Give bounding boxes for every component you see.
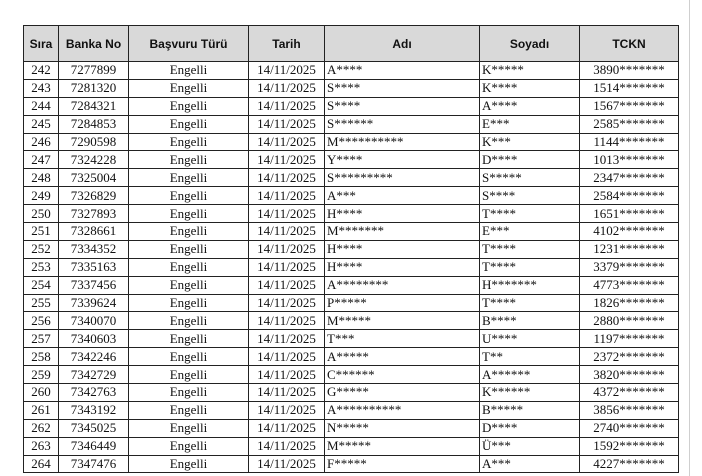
cell-basvuru-turu: Engelli: [129, 240, 249, 258]
cell-adi: F*****: [325, 455, 480, 473]
cell-soyadi: T**: [480, 348, 580, 366]
cell-tckn: 1651*******: [580, 205, 679, 223]
cell-banka-no: 7342729: [59, 366, 129, 384]
cell-tarih: 14/11/2025: [249, 330, 325, 348]
cell-adi: A***: [325, 187, 480, 205]
cell-basvuru-turu: Engelli: [129, 437, 249, 455]
cell-adi: M*****: [325, 312, 480, 330]
cell-basvuru-turu: Engelli: [129, 366, 249, 384]
cell-tarih: 14/11/2025: [249, 312, 325, 330]
cell-basvuru-turu: Engelli: [129, 348, 249, 366]
cell-tckn: 1592*******: [580, 437, 679, 455]
cell-adi: M**********: [325, 133, 480, 151]
table-row: [24, 115, 679, 133]
cell-tckn: 2347*******: [580, 169, 679, 187]
table-row: [24, 455, 679, 473]
cell-basvuru-turu: Engelli: [129, 205, 249, 223]
cell-soyadi: T****: [480, 205, 580, 223]
table-row: [24, 151, 679, 169]
header-soyadi: Soyadı: [480, 26, 580, 62]
cell-sira: 257: [24, 330, 59, 348]
cell-sira: 253: [24, 258, 59, 276]
cell-sira: 245: [24, 115, 59, 133]
table-row: [24, 62, 679, 80]
cell-tarih: 14/11/2025: [249, 401, 325, 419]
table-row: [24, 348, 679, 366]
cell-adi: S****: [325, 79, 480, 97]
cell-basvuru-turu: Engelli: [129, 62, 249, 80]
cell-tckn: 3820*******: [580, 366, 679, 384]
cell-tckn: 1013*******: [580, 151, 679, 169]
cell-soyadi: H*******: [480, 276, 580, 294]
table-body: [24, 62, 679, 473]
cell-adi: C******: [325, 366, 480, 384]
cell-banka-no: 7328661: [59, 223, 129, 241]
cell-sira: 262: [24, 419, 59, 437]
cell-banka-no: 7284321: [59, 97, 129, 115]
table-row: [24, 419, 679, 437]
cell-tarih: 14/11/2025: [249, 258, 325, 276]
cell-soyadi: S*****: [480, 169, 580, 187]
cell-basvuru-turu: Engelli: [129, 223, 249, 241]
cell-tckn: 2584*******: [580, 187, 679, 205]
cell-tarih: 14/11/2025: [249, 437, 325, 455]
cell-basvuru-turu: Engelli: [129, 258, 249, 276]
cell-sira: 258: [24, 348, 59, 366]
cell-tarih: 14/11/2025: [249, 62, 325, 80]
table-row: [24, 169, 679, 187]
cell-banka-no: 7281320: [59, 79, 129, 97]
cell-tarih: 14/11/2025: [249, 133, 325, 151]
cell-soyadi: D****: [480, 419, 580, 437]
cell-soyadi: B*****: [480, 401, 580, 419]
cell-tarih: 14/11/2025: [249, 223, 325, 241]
cell-basvuru-turu: Engelli: [129, 151, 249, 169]
cell-banka-no: 7340603: [59, 330, 129, 348]
page-edge: [689, 0, 690, 476]
cell-sira: 251: [24, 223, 59, 241]
cell-soyadi: K****: [480, 79, 580, 97]
cell-tarih: 14/11/2025: [249, 151, 325, 169]
cell-basvuru-turu: Engelli: [129, 97, 249, 115]
cell-soyadi: T****: [480, 258, 580, 276]
table-row: [24, 133, 679, 151]
cell-sira: 249: [24, 187, 59, 205]
cell-soyadi: B****: [480, 312, 580, 330]
table-row: [24, 187, 679, 205]
table-row: [24, 312, 679, 330]
cell-sira: 261: [24, 401, 59, 419]
cell-tarih: 14/11/2025: [249, 455, 325, 473]
cell-tarih: 14/11/2025: [249, 384, 325, 402]
cell-sira: 264: [24, 455, 59, 473]
cell-banka-no: 7327893: [59, 205, 129, 223]
cell-banka-no: 7346449: [59, 437, 129, 455]
cell-sira: 242: [24, 62, 59, 80]
cell-basvuru-turu: Engelli: [129, 330, 249, 348]
cell-basvuru-turu: Engelli: [129, 79, 249, 97]
cell-sira: 248: [24, 169, 59, 187]
cell-tckn: 2740*******: [580, 419, 679, 437]
cell-soyadi: S****: [480, 187, 580, 205]
cell-soyadi: A***: [480, 455, 580, 473]
cell-basvuru-turu: Engelli: [129, 401, 249, 419]
cell-soyadi: K******: [480, 384, 580, 402]
table-row: [24, 223, 679, 241]
cell-banka-no: 7337456: [59, 276, 129, 294]
cell-sira: 246: [24, 133, 59, 151]
cell-tarih: 14/11/2025: [249, 276, 325, 294]
header-adi: Adı: [325, 26, 480, 62]
header-tarih: Tarih: [249, 26, 325, 62]
cell-banka-no: 7277899: [59, 62, 129, 80]
cell-banka-no: 7335163: [59, 258, 129, 276]
cell-adi: M*****: [325, 437, 480, 455]
cell-tckn: 4773*******: [580, 276, 679, 294]
cell-tckn: 1514*******: [580, 79, 679, 97]
cell-banka-no: 7343192: [59, 401, 129, 419]
cell-sira: 259: [24, 366, 59, 384]
cell-soyadi: D****: [480, 151, 580, 169]
cell-tarih: 14/11/2025: [249, 240, 325, 258]
cell-tarih: 14/11/2025: [249, 348, 325, 366]
cell-tckn: 1231*******: [580, 240, 679, 258]
cell-basvuru-turu: Engelli: [129, 115, 249, 133]
table-row: [24, 330, 679, 348]
cell-adi: P*****: [325, 294, 480, 312]
cell-soyadi: T****: [480, 240, 580, 258]
cell-tckn: 2372*******: [580, 348, 679, 366]
cell-adi: S****: [325, 97, 480, 115]
cell-basvuru-turu: Engelli: [129, 384, 249, 402]
cell-banka-no: 7342246: [59, 348, 129, 366]
cell-tckn: 3379*******: [580, 258, 679, 276]
header-basvuru-turu: Başvuru Türü: [129, 26, 249, 62]
cell-tckn: 1197*******: [580, 330, 679, 348]
cell-sira: 255: [24, 294, 59, 312]
cell-basvuru-turu: Engelli: [129, 312, 249, 330]
cell-adi: S*********: [325, 169, 480, 187]
table-row: [24, 384, 679, 402]
cell-adi: H****: [325, 205, 480, 223]
table-row: [24, 258, 679, 276]
cell-sira: 244: [24, 97, 59, 115]
cell-tarih: 14/11/2025: [249, 169, 325, 187]
cell-banka-no: 7347476: [59, 455, 129, 473]
cell-soyadi: K*****: [480, 62, 580, 80]
cell-tckn: 1144*******: [580, 133, 679, 151]
header-banka-no: Banka No: [59, 26, 129, 62]
applicants-table: [23, 25, 679, 473]
cell-sira: 243: [24, 79, 59, 97]
cell-adi: H****: [325, 240, 480, 258]
cell-tckn: 1826*******: [580, 294, 679, 312]
table-row: [24, 240, 679, 258]
cell-soyadi: T****: [480, 294, 580, 312]
cell-adi: S******: [325, 115, 480, 133]
table-row: [24, 294, 679, 312]
cell-tckn: 4372*******: [580, 384, 679, 402]
cell-banka-no: 7290598: [59, 133, 129, 151]
cell-adi: H****: [325, 258, 480, 276]
cell-tckn: 2880*******: [580, 312, 679, 330]
cell-adi: G*****: [325, 384, 480, 402]
cell-banka-no: 7340070: [59, 312, 129, 330]
cell-basvuru-turu: Engelli: [129, 169, 249, 187]
cell-tckn: 3856*******: [580, 401, 679, 419]
cell-tckn: 2585*******: [580, 115, 679, 133]
cell-tarih: 14/11/2025: [249, 205, 325, 223]
cell-adi: A********: [325, 276, 480, 294]
cell-tarih: 14/11/2025: [249, 294, 325, 312]
cell-soyadi: Ü***: [480, 437, 580, 455]
cell-tckn: 4227*******: [580, 455, 679, 473]
cell-banka-no: 7345025: [59, 419, 129, 437]
cell-sira: 256: [24, 312, 59, 330]
cell-banka-no: 7334352: [59, 240, 129, 258]
cell-tckn: 4102*******: [580, 223, 679, 241]
cell-basvuru-turu: Engelli: [129, 276, 249, 294]
cell-sira: 260: [24, 384, 59, 402]
cell-adi: A*****: [325, 348, 480, 366]
table-row: [24, 437, 679, 455]
cell-banka-no: 7324228: [59, 151, 129, 169]
cell-sira: 252: [24, 240, 59, 258]
cell-adi: A****: [325, 62, 480, 80]
table-row: [24, 366, 679, 384]
cell-sira: 254: [24, 276, 59, 294]
table-row: [24, 97, 679, 115]
header-tckn: TCKN: [580, 26, 679, 62]
cell-sira: 263: [24, 437, 59, 455]
cell-tarih: 14/11/2025: [249, 366, 325, 384]
cell-adi: M*******: [325, 223, 480, 241]
cell-basvuru-turu: Engelli: [129, 133, 249, 151]
cell-basvuru-turu: Engelli: [129, 294, 249, 312]
cell-tarih: 14/11/2025: [249, 115, 325, 133]
table-row: [24, 276, 679, 294]
header-sira: Sıra: [24, 26, 59, 62]
cell-tarih: 14/11/2025: [249, 97, 325, 115]
cell-banka-no: 7284853: [59, 115, 129, 133]
cell-banka-no: 7342763: [59, 384, 129, 402]
cell-basvuru-turu: Engelli: [129, 419, 249, 437]
header-row: [24, 26, 679, 62]
cell-adi: T***: [325, 330, 480, 348]
cell-basvuru-turu: Engelli: [129, 455, 249, 473]
cell-soyadi: E***: [480, 115, 580, 133]
cell-banka-no: 7326829: [59, 187, 129, 205]
cell-soyadi: A****: [480, 97, 580, 115]
cell-tckn: 1567*******: [580, 97, 679, 115]
cell-banka-no: 7339624: [59, 294, 129, 312]
table-row: [24, 205, 679, 223]
cell-soyadi: U****: [480, 330, 580, 348]
table-row: [24, 401, 679, 419]
cell-tckn: 3890*******: [580, 62, 679, 80]
table-header: [24, 26, 679, 62]
cell-banka-no: 7325004: [59, 169, 129, 187]
cell-soyadi: K***: [480, 133, 580, 151]
cell-sira: 247: [24, 151, 59, 169]
cell-tarih: 14/11/2025: [249, 187, 325, 205]
cell-basvuru-turu: Engelli: [129, 187, 249, 205]
cell-adi: N*****: [325, 419, 480, 437]
cell-adi: Y****: [325, 151, 480, 169]
cell-soyadi: A******: [480, 366, 580, 384]
cell-sira: 250: [24, 205, 59, 223]
cell-tarih: 14/11/2025: [249, 79, 325, 97]
table-row: [24, 79, 679, 97]
cell-soyadi: E***: [480, 223, 580, 241]
cell-tarih: 14/11/2025: [249, 419, 325, 437]
cell-adi: A**********: [325, 401, 480, 419]
